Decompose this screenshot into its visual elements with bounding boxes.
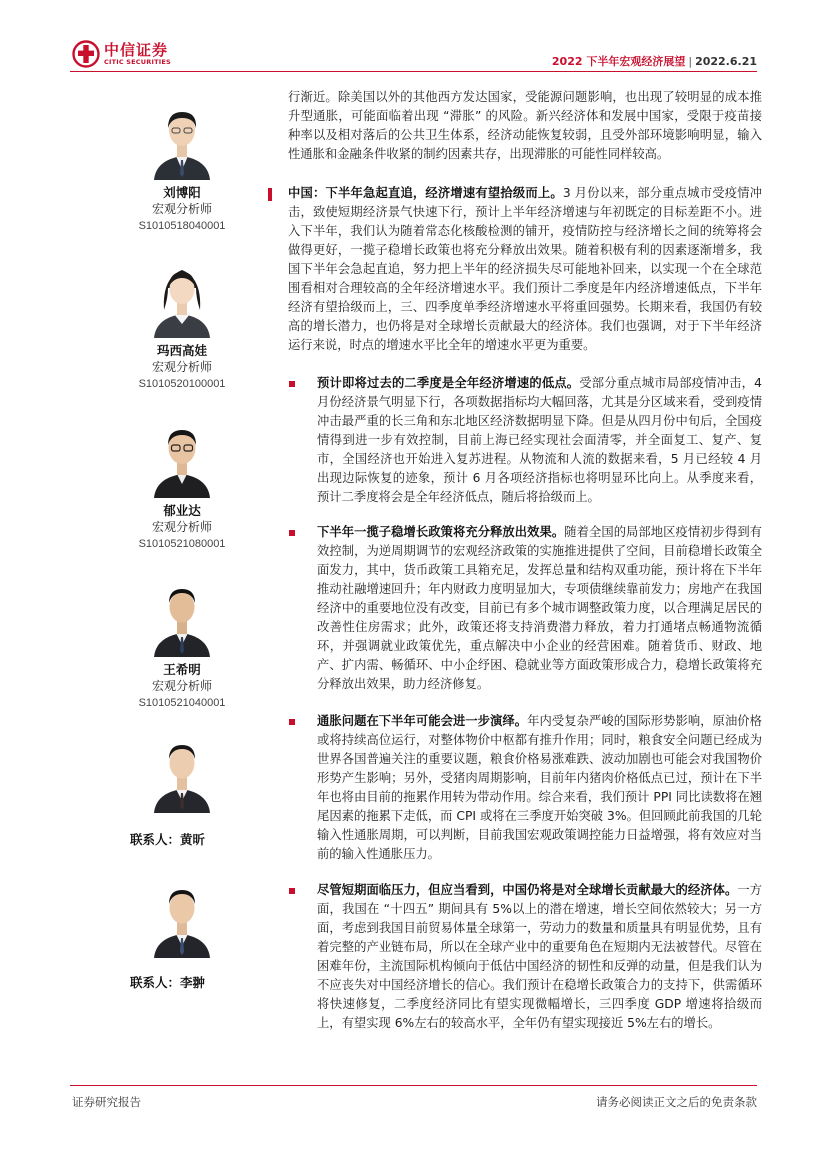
analyst-cert: S1010518040001	[138, 220, 226, 232]
bullet-lead: 下半年一揽子稳增长政策将充分释放出效果。	[317, 525, 565, 539]
analyst-cert: S1010520100001	[138, 378, 226, 390]
contact-name: 联系人：黄昕	[130, 832, 206, 847]
report-date: 2022.6.21	[695, 55, 757, 68]
analyst-photo	[150, 577, 214, 657]
analyst-photo	[150, 258, 214, 338]
bullet-item	[317, 712, 762, 864]
bullet-text: 随着全国的局部地区疫情初步得到有效控制，为逆周期调节的宏观经济政策的实施推进提供了空间，目前稳增长政策全面发力，其中，货币政策工具箱充足，发挥总量和结构双重功能，预计将在下半年推动社融增速回升；年内财政力度明显加大，专项债继续靠前发力；房地产在我国经济中的重要地位没有改变，目前已有多个城市调整政策力度，以合理满足居民的改善性住房需求；此外，政策还将支持消费潜力释放，着力打通堵点畅通物流循环，并强调就业政策优先，重点解决中小企业的经营困难。随着货币、财政、地产、扩内需、畅循环、中小企纾困、稳就业等方面政策形成合力，稳增长政策将充分释放出效果，助力经济修复。	[317, 525, 762, 691]
analyst-name: 玛西高娃	[156, 343, 207, 358]
analyst-name: 郁业达	[163, 503, 201, 518]
section-marker-icon	[268, 188, 272, 201]
analyst-photo	[150, 418, 214, 498]
bullet-square-icon	[289, 888, 295, 894]
analyst-title: 宏观分析师	[151, 202, 212, 216]
disclaimer-note: 请务必阅读正文之后的免责条款	[596, 1095, 757, 1109]
analyst-title: 宏观分析师	[151, 679, 212, 693]
bullet-lead: 预计即将过去的二季度是全年经济增速的低点。	[317, 376, 580, 390]
analyst-card	[102, 418, 262, 553]
citic-logo-icon	[72, 40, 100, 68]
bullet-square-icon	[289, 381, 295, 387]
bullet-item	[317, 881, 762, 1033]
analyst-cert: S1010521080001	[138, 538, 226, 550]
bullet-text: 年内受复杂严峻的国际形势影响，原油价格或将持续高位运行，对整体物价中枢都有推升作用；同时，粮食安全问题已经成为世界各国普遍关注的重要议题，粮食价格易涨难跌、波动加剧也可能会对我国物价形势产生影响；另外，受猪肉周期影响，目前年内猪肉价格低点已过，预计在下半年也将由目前的拖累作用转为带动作用。综合来看，我们预计 PPI 同比读数将在翘尾因素的拖累下走低，而 CPI 或将在三季度开始突破 3%。但回顾此前我国的几轮输入性通胀周期，可以判断，目前我国宏观政策调控能力日益增强，将有效应对当前的输入性通胀压力。	[317, 714, 762, 861]
paragraph-text: 行渐近。除美国以外的其他西方发达国家，受能源问题影响，也出现了较明显的成本推升型通胀，可能面临着出现 “滞胀” 的风险。新兴经济体和发展中国家，受限于疫苗接种率以及相对落后的公共卫生体系，经济动能恢复较弱，且受外部环境影响明显，输入性通胀和金融条件收紧的制约因素共存，出现滞胀的可能性同样较高。	[288, 90, 762, 161]
analyst-name: 刘博阳	[163, 185, 201, 200]
footer-label: 证券研究报告	[72, 1095, 141, 1109]
bullet-square-icon	[289, 719, 295, 725]
bullet-lead: 通胀问题在下半年可能会进一步演绎。	[317, 714, 528, 728]
analyst-title: 宏观分析师	[151, 520, 212, 534]
bullet-lead: 尽管短期面临压力，但应当看到，中国仍将是对全球增长贡献最大的经济体。	[317, 883, 738, 897]
analyst-name: 王希明	[163, 662, 201, 677]
body-paragraph-intro	[288, 88, 762, 164]
header-separator: |	[688, 55, 693, 68]
header-divider	[70, 71, 757, 72]
analyst-card	[102, 258, 262, 393]
paragraph-lead: 中国：下半年急起直追，经济增速有望拾级而上。	[288, 186, 563, 200]
body-paragraph-china	[288, 184, 762, 355]
analyst-card	[102, 100, 262, 235]
logo-en: CITIC SECURITIES	[104, 57, 171, 66]
footer-divider	[70, 1085, 757, 1086]
logo-cn: 中信证券	[104, 40, 169, 59]
report-title: 2022 下半年宏观经济展望	[551, 55, 686, 68]
report-header-meta	[552, 53, 757, 69]
analyst-title: 宏观分析师	[151, 360, 212, 374]
page-header	[0, 0, 827, 80]
analyst-card	[102, 577, 262, 712]
bullet-item	[317, 374, 762, 507]
paragraph-text: 3 月份以来，部分重点城市受疫情冲击，致使短期经济景气快速下行，预计上半年经济增速与年初既定的目标差距不小。进入下半年，我们认为随着常态化核酸检测的铺开，疫情防控与经济增长之间的统筹将会做得更好，一揽子稳增长政策也将充分释放出效果。随着积极有利的因素逐渐增多，我国下半年会急起直追，努力把上半年的经济损失尽可能地补回来，以实现一个在全球范围看相对合理较高的全年经济增速水平。我们预计二季度是年内经济增速低点，下半年经济有望拾级而上，三、四季度单季经济增速水平将重回强势。长期来看，我国仍有较高的增长潜力，也仍将是对全球增长贡献最大的经济体。我们也强调，对于下半年经济运行来说，时点的增速水平比全年的增速水平更为重要。	[288, 186, 762, 352]
bullet-text: 一方面，我国在 “十四五” 期间具有 5%以上的潜在增速，增长空间依然较大；另一方面，考虑到我国目前贸易体量全球第一，劳动力的数量和质量具有明显优势，且有着完整的产业链布局，所以在全球产业中的重要角色在短期内无法被替代。尽管在困难年份，主流国际机构倾向于低估中国经济的韧性和反弹的动量，但是我们认为不应丧失对中国经济增长的信心。我们预计在稳增长政策合力的支持下，供需循环将快速修复，二季度经济同比有望实现微幅增长，三四季度 GDP 增速将拾级而上，有望实现 6%左右的较高水平，全年仍有望实现接近 5%左右的增长。	[317, 883, 762, 1030]
contact-name: 联系人：李翀	[130, 975, 206, 990]
analyst-cert: S1010521040001	[138, 697, 226, 709]
company-logo	[72, 40, 171, 68]
bullet-text: 受部分重点城市局部疫情冲击，4 月份经济景气明显下行，各项数据指标均大幅回落，尤其是分区域来看，受到疫情冲击最严重的长三角和东北地区经济数据明显下降。但是从四月份中旬后，全国疫情得到进一步有效控制，目前上海已经实现社会面清零，并全面复工、复产、复市，全国经济也开始进入复苏进程。从物流和人流的数据来看，5 月已经较 4 月出现边际恢复的迹象，预计 6 月各项经济指标也将明显环比向上。从季度来看，预计二季度将会是全年经济低点，随后将拾级而上。	[317, 376, 762, 504]
bullet-item	[317, 523, 762, 694]
contact-photo	[150, 733, 214, 813]
bullet-square-icon	[289, 530, 295, 536]
analyst-photo	[150, 100, 214, 180]
contact-photo	[150, 878, 214, 958]
